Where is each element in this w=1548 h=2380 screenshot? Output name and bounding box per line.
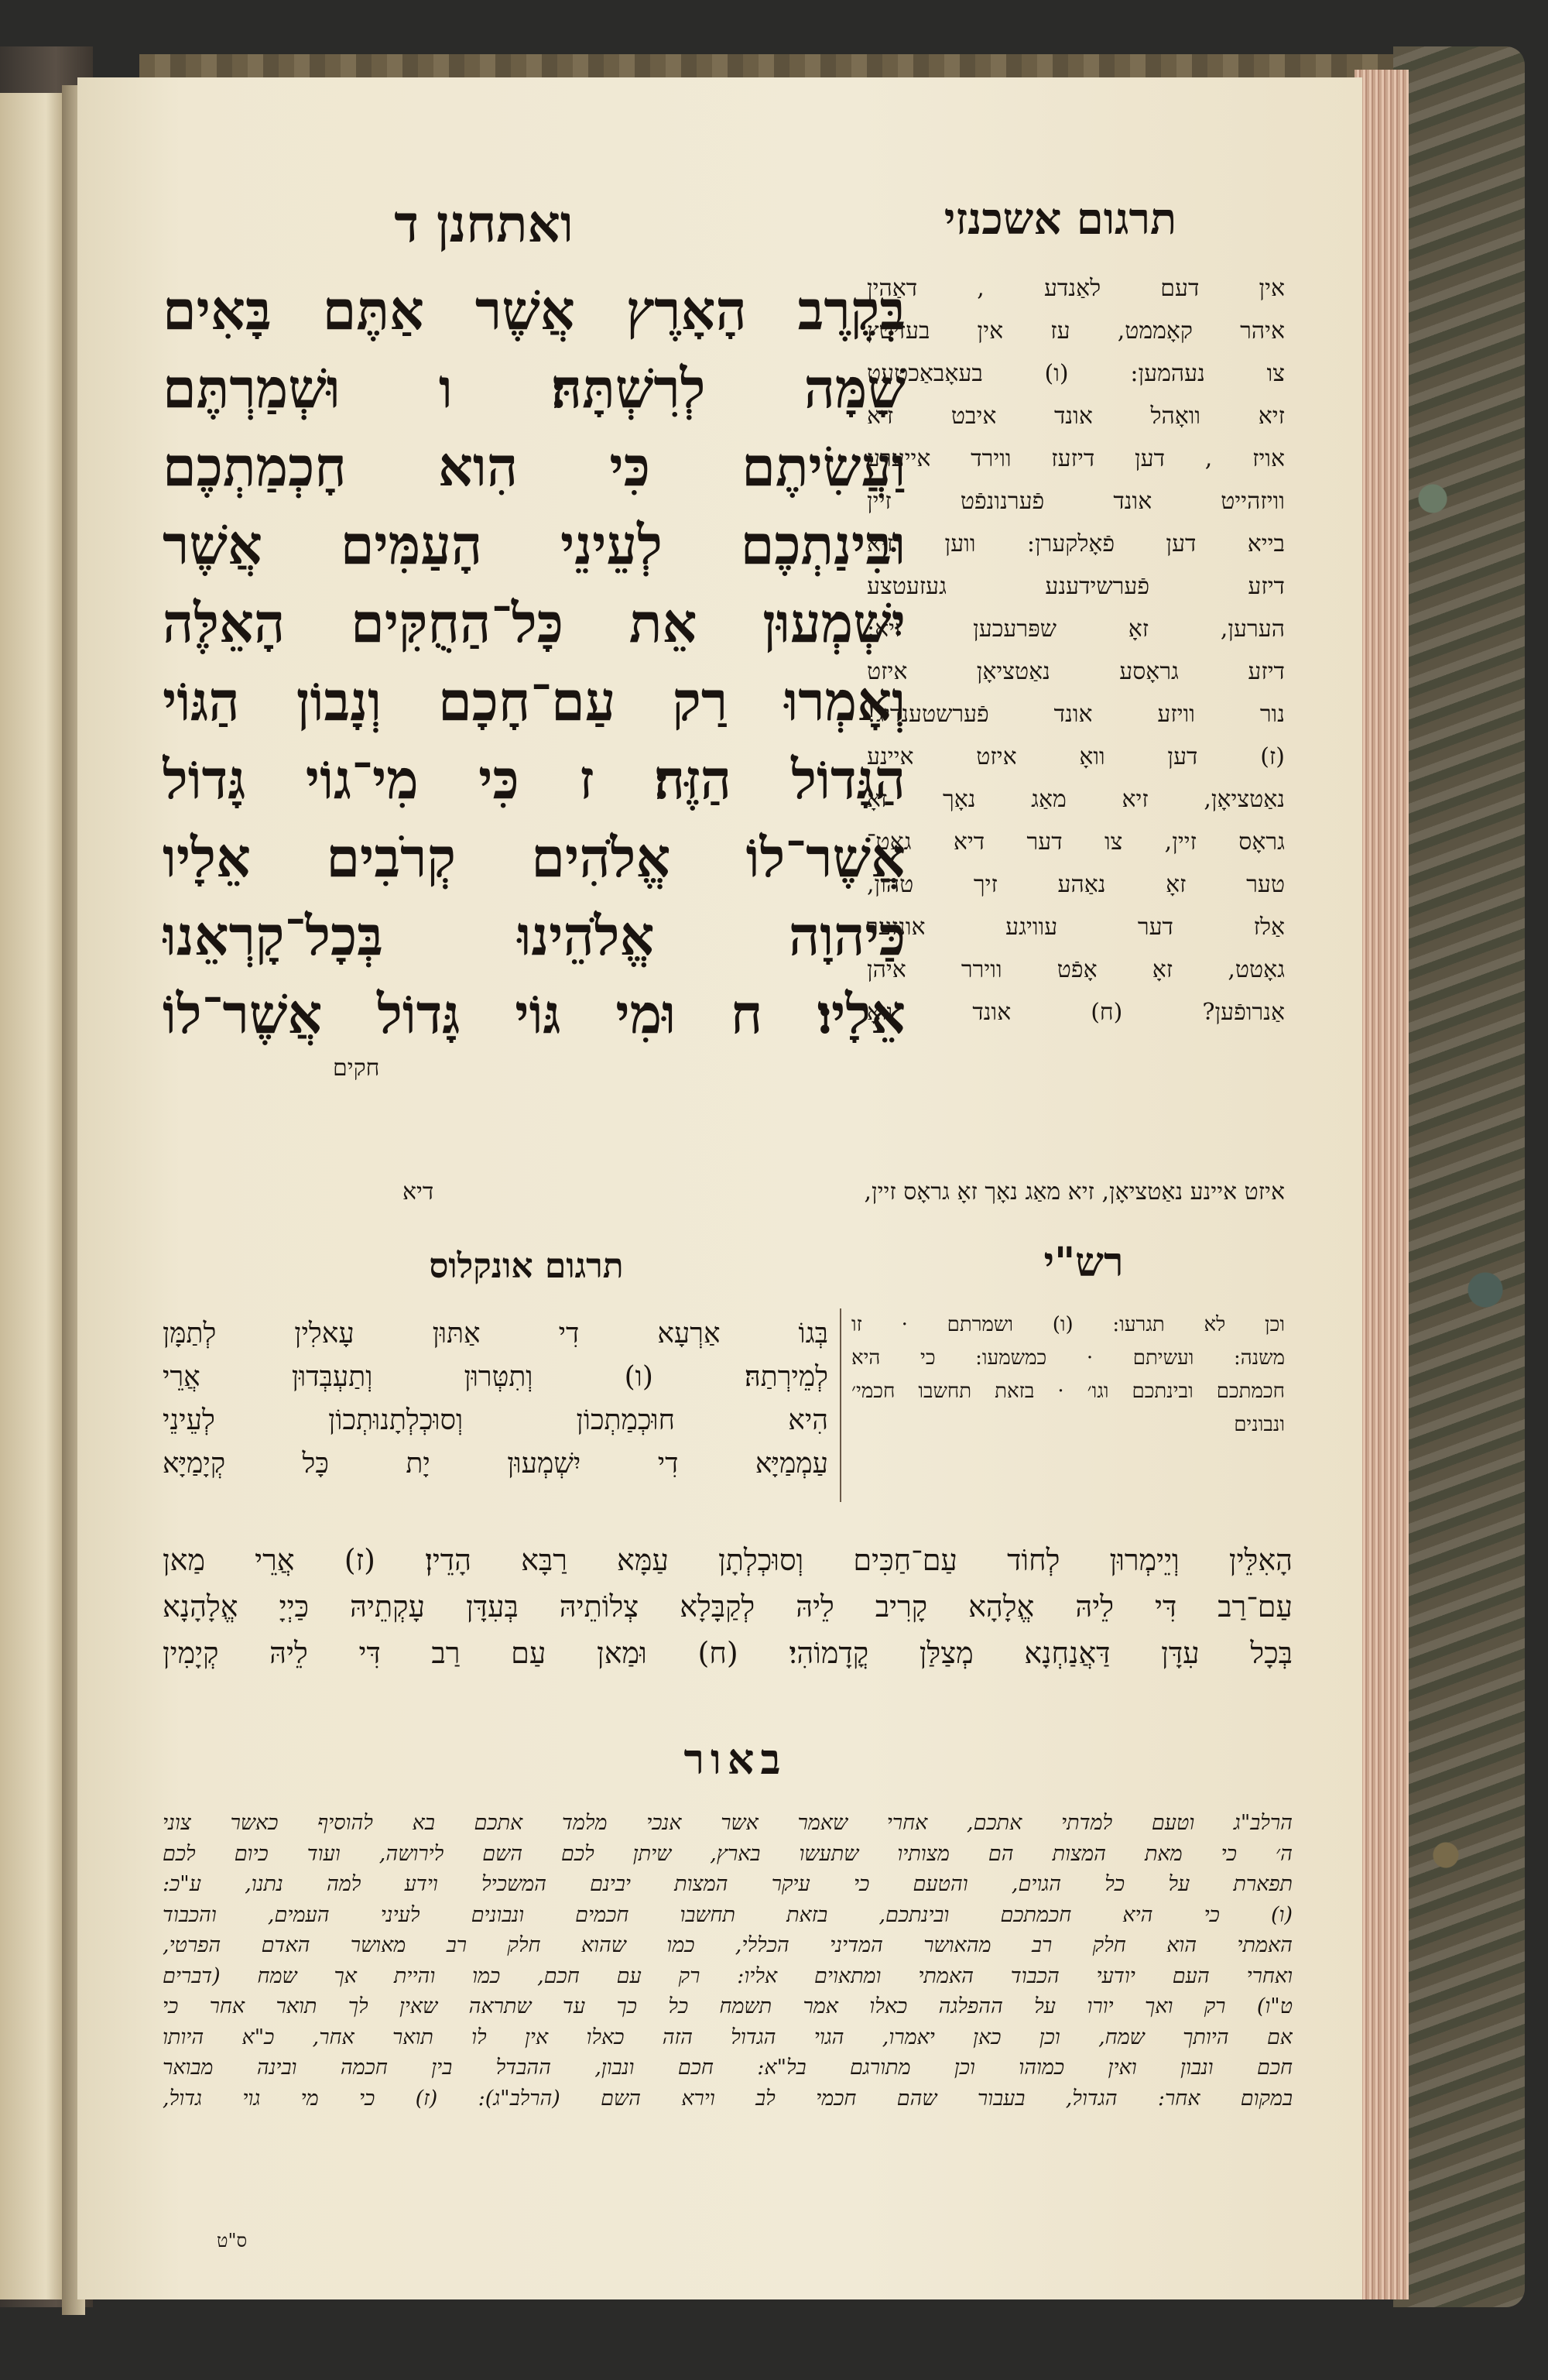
facing-page-edge [0,93,66,2299]
biur-line: ואחרי העם יודעי הכבוד האמתי ומתאוים אליו: רק עם חכם, כמו והיית אך שמח (דברים [163,1963,1293,1988]
torah-line: שָׁמָּה לְרִשְׁתָּהּ׃ ו וּשְׁמַרְתֶּם [163,356,906,420]
onkelos-line: לְמֵירְתַהּ׃ (ו) וְתִטְּרוּן וְתַעְבְּדוּן אֲרֵי [163,1361,828,1393]
german-catchword: דיא [402,1178,434,1205]
biur-line: במקום אחר: הגדול, בעבור שהם חכמי לב וירא השם (הרלב"ג): (ז) כי מי גוי גדול, [163,2086,1293,2111]
german-line: גראָס זיין, צו דער דיא גאָט־ [867,828,1285,856]
onkelos-line: בְּגוֹ אַרְעָא דִי אַתּוּן עָאלִין לְתַמָּן [163,1318,828,1349]
onkelos-line: עַם־רַב דִּי לֵיהּ אֱלָהָא קָרִיב לֵיהּ לְקַבָּלָא צְלוֹתֵיהּ בְּעִדָּן עָקְתֵיהּ כַּיְיָ אֱלָהָנָא [163,1590,1293,1624]
german-translation-block [867,267,1285,1034]
biur-line: חכם ונבון ואין כמוהו וכן מתורגם בל"א: חכם ונבון, ההבדל בין חכמה ובינה מבואר [163,2056,1293,2080]
running-header-translation: תרגום אשכנזי [944,194,1177,245]
german-line: צו נעהמען: (ו) בעאָבאַכטעט [867,360,1285,387]
rashi-line: משנה: ועשיתם · כמשמעו: כי היא [851,1346,1285,1370]
torah-line: אֲשֶׁר־לוֹ אֱלֹהִים קְרֹבִים אֵלָיו [163,825,906,890]
torah-line: הַגָּדוֹל הַזֶּה׃ ז כִּי מִי־גוֹי גָּדוֹל [163,747,906,811]
german-line: אויז , דען דיזעז ווירד אייערע [867,445,1285,472]
book-page [77,77,1362,2299]
german-line: טער זאָ נאַהע זיך טהון, [867,871,1285,898]
biur-line: ה׳ כי מאת המצות הם מצותיו שתעשו בארץ, שיתן לכם השם לירושה, ועוד כיום לכם [163,1841,1293,1866]
german-line: בייא דען פֿאָלקערן: ווען זיא [867,530,1285,557]
biur-line: האמתי הוא חלק רב מהאושר המדיני הכללי, כמו שהוא חלק רב מאושר האדם הפרטי, [163,1933,1293,1957]
signature-mark: ס"ט [217,2230,248,2251]
german-line: גאָטט, זאָ אָפֿט ווירר איהן [867,956,1285,983]
marbled-cover-right [1393,46,1525,2307]
onkelos-line: הָאִלֵּין וְיֵימְרוּן לְחוֹד עַם־חַכִּים וְסוּכְלְתָן עַמָּא רַבָּא הָדֵין׃ (ז) אֲרֵי מַאן [163,1543,1293,1577]
rashi-line: חכמתכם ובינתכם וגו׳ · בזאת תחשבו חכמי׳ [851,1380,1285,1403]
torah-line: כַּיהוָה אֱלֹהֵינוּ בְּכָל־קָרְאֵנוּ [163,904,906,968]
torah-line: וְאָמְרוּ רַק עַם־חָכָם וְנָבוֹן הַגּוֹי [163,669,906,733]
column-divider [840,1308,841,1502]
german-line: זיא וואָהל אונד איבט זיא [867,403,1285,430]
german-line: וויזהייט אונד פֿערנונפֿט זיין [867,488,1285,515]
torah-text-block [163,271,906,1084]
onkelos-line: הִיא חוּכְמַתְכוֹן וְסוּכְלְתָנוּתְכוֹן לְעֵינֵי [163,1404,828,1436]
onkelos-line: בְּכָל עִדָּן דַּאֲנַחְנָא מְצַלַּן קֳדָמוֹהִי׃ (ח) וּמַאן עַם רַב דִּי לֵיהּ קְיָמִין [163,1636,1293,1670]
german-line: נור וויזע אונד פֿערשטענדיג! [867,701,1285,728]
german-line: דיזע גראָסע נאַטציאָן איזט [867,658,1285,685]
german-line: דיזע פֿערשידענע געזעטצע [867,573,1285,600]
german-carryover-text: איזט איינע נאַטציאָן, זיא מאַג נאָך זאָ גראָס זיין, [864,1178,1285,1205]
torah-line: אֵלָיו׃ ח וּמִי גּוֹי גָּדוֹל אֲשֶׁר־לוֹ [163,982,906,1046]
torah-line: וַעֲשִׂיתֶם כִּי הִוא חָכְמַתְכֶם [163,434,906,499]
rashi-commentary [851,1308,1285,1442]
german-line: איהר קאָממט, עז אין בעזיטץ [867,317,1285,345]
biur-line: ט"ו) רק ואך יורו על ההפלגה כאלו אמר תשמח כל כך עד שתראה שאין לך תואר אחר כי [163,1994,1293,2018]
german-line: (ז) דען וואָ איזט איינע [867,743,1285,770]
rashi-line: וכן לא תגרעו: (ו) ושמרתם · זו [851,1313,1285,1336]
german-carryover-line [402,1173,1285,1212]
german-line: אַלז דער עוויגע אונזער [867,914,1285,941]
torah-line: בְּקֶרֶב הָאָרֶץ אֲשֶׁר אַתֶּם בָּאִים [163,278,906,342]
biur-commentary [163,1808,1293,2114]
torah-line: וּבִינַתְכֶם לְעֵינֵי הָעַמִּים אֲשֶׁר [163,513,906,577]
onkelos-title: תרגום אונקלוס [429,1247,624,1286]
german-line: נאַטציאָן, זיא מאַג נאָך זאָ [867,786,1285,813]
biur-line: (ו) כי היא חכמתכם ובינתכם, בזאת תחשבו חכמים ונבונים לעיני העמים, והכבוד [163,1902,1293,1927]
german-line: הערען, זאָ שפּרעכען זיא: [867,616,1285,643]
running-header-parsha: ואתחנן ד [394,194,574,254]
onkelos-block [163,1312,828,1486]
biur-title: באור [683,1734,787,1784]
german-line: אין דעם לאַנדע , דאַהין [867,275,1285,302]
rashi-title: רש"י [1043,1239,1124,1286]
german-line: אַנרופֿען? (ח) אונד וואָ [867,999,1285,1026]
onkelos-full-width [163,1537,1293,1676]
page-edges [1354,70,1409,2299]
onkelos-line: עַמְמַיָּא דִי יִשְׁמְעוּן יָת כָּל קְיָמַיָּא [163,1448,828,1480]
torah-line: יִשְׁמְעוּן אֵת כָּל־הַחֻקִּים הָאֵלֶּה [163,591,906,655]
biur-line: תפארת על כל הגוים, והטעם כי עיקר המצות יבינם המשכיל וידע למה נתנו, ע"כ: [163,1872,1293,1896]
biur-line: אם היותך שמח, וכן כאן יאמרו, הגוי הגדול הזה כאלו אין לו תואר אחר, כ"א היותו [163,2025,1293,2049]
biur-line: הרלב"ג וטעם למדתי אתכם, אחרי שאמר אשר אנכי מלמד אתכם בא להוסיף כאשר צוני [163,1811,1293,1835]
torah-catchword: חקים [333,1055,380,1082]
rashi-line: ונבונים [1234,1413,1285,1436]
